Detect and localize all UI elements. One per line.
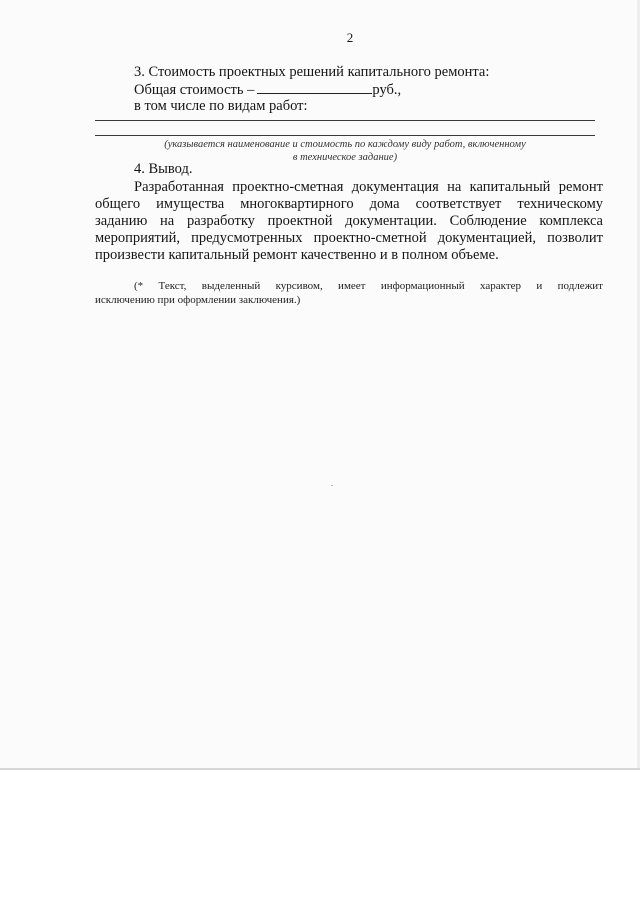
fill-in-rule-1 xyxy=(95,120,595,121)
total-cost-line xyxy=(134,81,401,99)
total-cost-unit: руб., xyxy=(372,82,402,98)
conclusion-line-1: Разработанная проектно-сметная документация на капитальный ремонт xyxy=(134,179,603,195)
section-4-heading: 4. Вывод. xyxy=(134,161,193,177)
conclusion-line-2: общего имущества многоквартирного дома соответствует техническому xyxy=(95,196,603,212)
total-cost-label: Общая стоимость – xyxy=(134,82,255,98)
conclusion-line-4: мероприятий, предусмотренных проектно-сметной документацией, позволит xyxy=(95,230,603,246)
section-3-heading: 3. Стоимость проектных решений капитального ремонта: xyxy=(134,64,490,80)
scan-speck xyxy=(331,485,333,486)
italic-note-line-1: (указывается наименование и стоимость по каждому виду работ, включенному xyxy=(164,139,526,150)
footnote-line-1: (* Текст, выделенный курсивом, имеет информационный характер и подлежит xyxy=(134,280,603,292)
conclusion-line-3: заданию на разработку проектной документации. Соблюдение комплекса xyxy=(95,213,603,229)
italic-note-line-2: в техническое задание) xyxy=(292,152,398,163)
footnote-line-2: исключению при оформлении заключения.) xyxy=(95,294,301,306)
page-number: 2 xyxy=(346,30,354,45)
total-cost-blank xyxy=(257,81,372,94)
conclusion-line-5: произвести капитальный ремонт качественно и в полном объеме. xyxy=(95,247,499,263)
fill-in-rule-2 xyxy=(95,135,595,136)
by-type-label: в том числе по видам работ: xyxy=(134,98,308,114)
